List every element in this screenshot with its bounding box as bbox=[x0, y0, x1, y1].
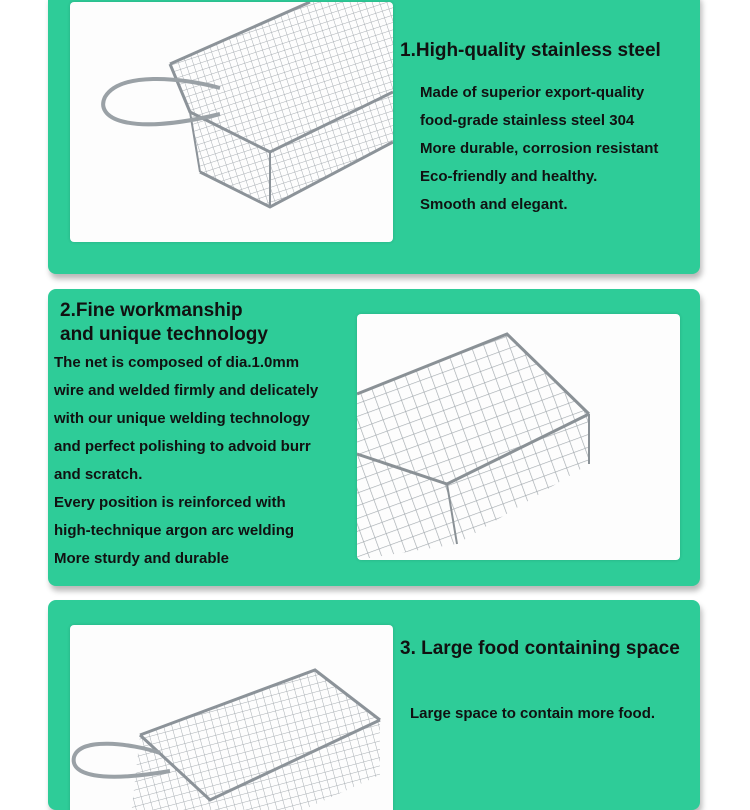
feature-line: and scratch. bbox=[54, 466, 143, 483]
wire-basket-icon bbox=[70, 2, 393, 242]
feature-line: More sturdy and durable bbox=[54, 550, 230, 567]
wire-basket-icon bbox=[357, 314, 680, 560]
feature-line: wire and welded firmly and delicately bbox=[54, 382, 319, 399]
basket-closeup-photo bbox=[357, 314, 680, 560]
feature-line: with our unique welding technology bbox=[54, 410, 310, 427]
feature-line: Eco-friendly and healthy. bbox=[420, 168, 598, 185]
feature-line: and perfect polishing to advoid burr bbox=[54, 438, 311, 455]
basket-photo bbox=[70, 625, 393, 810]
section-title: 3. Large food containing space bbox=[400, 638, 680, 659]
feature-line: More durable, corrosion resistant bbox=[420, 140, 659, 157]
section-title: 1.High-quality stainless steel bbox=[400, 40, 661, 61]
feature-line: The net is composed of dia.1.0mm bbox=[54, 354, 300, 371]
feature-line: Every position is reinforced with bbox=[54, 494, 286, 511]
feature-panel-stainless-steel bbox=[48, 0, 700, 274]
feature-line: Smooth and elegant. bbox=[420, 196, 568, 213]
wire-basket-icon bbox=[70, 625, 393, 810]
feature-line: Made of superior export-quality bbox=[420, 84, 645, 101]
section-title-line2: and unique technology bbox=[60, 324, 268, 345]
feature-panel-capacity bbox=[48, 600, 700, 810]
basket-photo bbox=[70, 2, 393, 242]
feature-panel-workmanship bbox=[48, 289, 700, 586]
feature-line: high-technique argon arc welding bbox=[54, 522, 295, 539]
section-title-line1: 2.Fine workmanship bbox=[60, 300, 243, 321]
feature-line: Large space to contain more food. bbox=[410, 705, 656, 722]
feature-line: food-grade stainless steel 304 bbox=[420, 112, 635, 129]
